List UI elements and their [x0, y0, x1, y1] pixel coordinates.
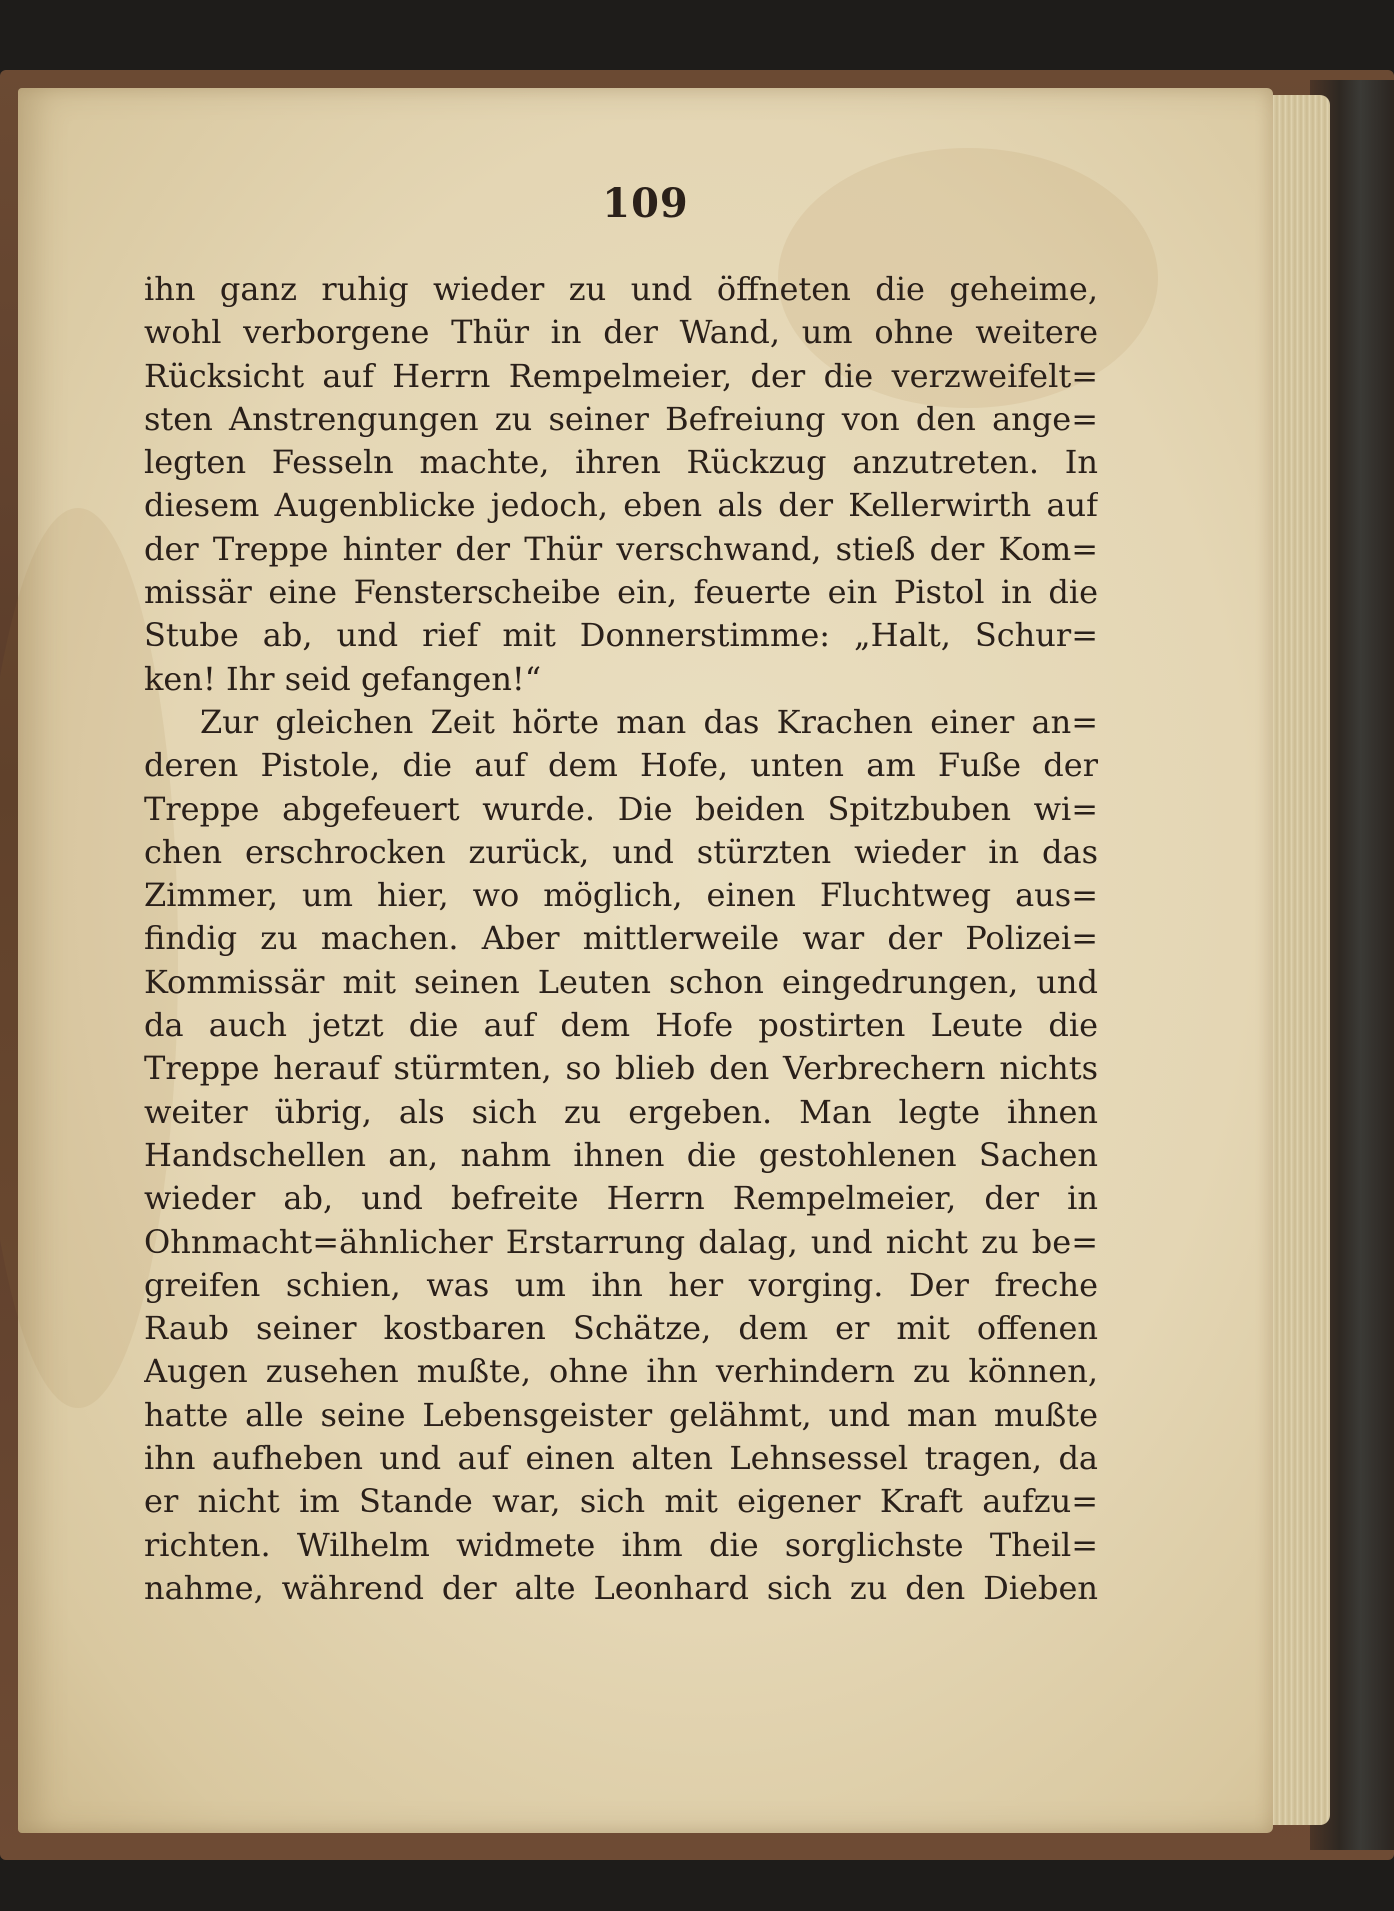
text-line: ken! Ihr seid gefangen!“ [144, 659, 542, 698]
text-line: missär eine Fensterscheibe ein, feuerte ein Pistol in die [144, 573, 1098, 612]
text-line: chen erschrocken zurück, und stürzten wieder in das [144, 832, 1098, 871]
text-line: Treppe herauf stürmten, so blieb den Verbrechern nichts [144, 1049, 1098, 1088]
text-line: Ohnmacht=ähnlicher Erstarrung dalag, und nicht zu be= [144, 1222, 1098, 1261]
book-page [18, 88, 1273, 1833]
text-line: legten Fesseln machte, ihren Rückzug anzutreten. In [144, 443, 1098, 482]
text-line: Stube ab, und rief mit Donnerstimme: „Halt, Schur= [144, 616, 1098, 655]
text-line: wohl verborgene Thür in der Wand, um ohne weitere [144, 313, 1098, 352]
text-line: weiter übrig, als sich zu ergeben. Man legte ihnen [144, 1092, 1098, 1131]
text-line: Augen zusehen mußte, ohne ihn verhindern zu können, [144, 1352, 1098, 1391]
text-line: Zimmer, um hier, wo möglich, einen Fluchtweg aus= [144, 876, 1098, 915]
text-line: da auch jetzt die auf dem Hofe postirten Leute die [144, 1006, 1098, 1045]
text-line: diesem Augenblicke jedoch, eben als der Kellerwirth auf [144, 486, 1098, 525]
text-line: ihn ganz ruhig wieder zu und öffneten die geheime, [144, 270, 1098, 308]
text-line: Handschellen an, nahm ihnen die gestohlenen Sachen [144, 1135, 1098, 1174]
text-line: wieder ab, und befreite Herrn Rempelmeier, der in [144, 1179, 1098, 1218]
text-line: hatte alle seine Lebensgeister gelähmt, und man mußte [144, 1395, 1098, 1434]
page-number: 109 [602, 180, 689, 227]
text-line: findig zu machen. Aber mittlerweile war der Polizei= [144, 919, 1098, 958]
text-line: ihn aufheben und auf einen alten Lehnsessel tragen, da [144, 1439, 1098, 1478]
text-line: Kommissär mit seinen Leuten schon eingedrungen, und [144, 962, 1098, 1001]
text-line: greifen schien, was um ihn her vorging. Der freche [144, 1265, 1098, 1304]
text-line: Zur gleichen Zeit hörte man das Krachen einer an= [200, 702, 1098, 741]
body-text [144, 268, 1098, 1610]
text-line: er nicht im Stande war, sich mit eigener Kraft aufzu= [144, 1482, 1098, 1521]
text-line: sten Anstrengungen zu seiner Befreiung von den ange= [144, 399, 1098, 438]
text-line: Treppe abgefeuert wurde. Die beiden Spitzbuben wi= [144, 789, 1098, 828]
text-line: der Treppe hinter der Thür verschwand, stieß der Kom= [144, 529, 1098, 568]
text-line: deren Pistole, die auf dem Hofe, unten am Fuße der [144, 746, 1098, 785]
text-line: Raub seiner kostbaren Schätze, dem er mit offenen [144, 1309, 1098, 1348]
text-line: richten. Wilhelm widmete ihm die sorglichste Theil= [144, 1525, 1098, 1564]
text-line: Rücksicht auf Herrn Rempelmeier, der die verzweifelt= [144, 356, 1098, 395]
text-line: nahme, während der alte Leonhard sich zu den Dieben [144, 1568, 1098, 1607]
